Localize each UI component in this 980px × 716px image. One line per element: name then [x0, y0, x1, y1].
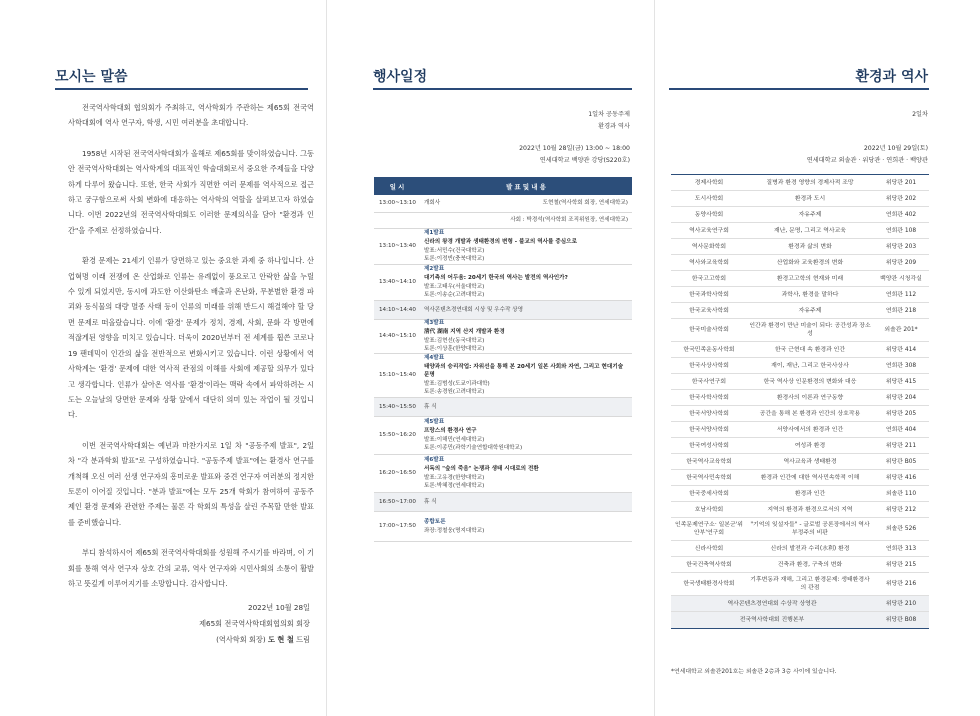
discussant-line	[424, 388, 628, 397]
session-topic: 환경과 삶의 변화	[788, 243, 832, 250]
session-topic: 자유주제	[798, 211, 822, 218]
schedule-time: 15:40~15:50	[379, 403, 416, 410]
session-room: 연희관 108	[885, 227, 917, 234]
society-name: 역사문화학회	[691, 243, 727, 250]
session-row	[671, 255, 929, 271]
day2-page	[654, 0, 980, 716]
society-name: 신라사학회	[694, 545, 724, 552]
discussant-key: 토론	[424, 389, 435, 396]
session-topic: 지역의 환경과 환경으로서의 지역	[767, 506, 853, 513]
session-row	[671, 175, 929, 191]
plain-line	[424, 199, 628, 208]
col-time: 일 시	[389, 182, 405, 191]
session-room: 위당관 211	[885, 442, 917, 449]
schedule-venue: 연세대학교 백양관 강당(S220호)	[539, 157, 630, 164]
session-row	[671, 596, 929, 612]
talk-label: 종합토론	[424, 518, 446, 525]
schedule-content	[424, 263, 632, 301]
talk-title: 신라의 왕경 개발과 생태환경의 변형 - 불교의 역사를 중심으로	[424, 238, 577, 245]
schedule-meta	[519, 143, 630, 167]
title-rule	[373, 88, 632, 90]
presenter-line	[424, 283, 628, 292]
schedule-content	[424, 496, 632, 509]
sign-org: 제65회 전국역사학대회협의회 회장	[199, 619, 310, 628]
greeting-paragraph: 부디 참석하시어 제65회 전국역사학대회를 성원해 주시기를 바라며, 이 기회를 통해 역사 연구자 상호 간의 교류, 역사 연구자와 시민사회의 소통이 활발하고 뜻깊게 이루어지기를 소망합니다. 감사합니다.	[68, 548, 314, 588]
separator: :	[434, 346, 437, 353]
session-room: 외솔관 526	[885, 526, 917, 532]
session-row	[671, 239, 929, 255]
schedule-time: 16:50~17:00	[379, 498, 416, 505]
session-topic: 산업화와 교육환경의 변화	[776, 259, 844, 266]
session-topic: 환경고고학의 현재와 미래	[776, 275, 844, 282]
session-row	[671, 358, 929, 374]
session-topic: 공간을 통해 본 환경과 인간의 상호작용	[759, 410, 861, 417]
talk-label: 제6발표	[424, 457, 445, 464]
session-topic: 전국역사학대회 진행본부	[739, 617, 805, 623]
presenter-key: 발표	[424, 380, 435, 387]
day2-venue: 연세대학교 외솔관 · 위당관 · 연희관 · 백양관	[806, 157, 928, 164]
session-row	[671, 319, 929, 342]
presenter-key: 발표	[424, 247, 435, 254]
col-content: 발 표 및 내 용	[506, 182, 546, 191]
society-name: 한국생태환경사학회	[683, 581, 735, 587]
schedule-time: 17:00~17:50	[379, 523, 416, 530]
schedule-content	[424, 214, 632, 227]
session-topic: 한국 역사상 인문환경의 변화와 대응	[763, 378, 857, 385]
day-label: 1일차 공동주제	[588, 111, 630, 118]
greeting-page	[0, 0, 326, 716]
session-row	[671, 191, 929, 207]
session-room: 연희관 218	[885, 307, 917, 314]
session-room: 위당관 416	[885, 474, 917, 481]
talk-label: 제4발표	[424, 355, 445, 362]
greeting-paragraph: 1958년 시작된 전국역사학대회가 올해로 제65회를 맞이하였습니다. 그동안 전국역사학대회는 역사학계의 대표적인 학술대회로서 중요한 주제들을 다양하게 다루어 왔습니다. 또한, 한국 사회가 직면한 여러 문제를 역사적으로 접근하고 궁구함으로써 사회 변화에 대응하는 역사학의 역할을 살펴보고자 하였습니다. 이번 2022년의 전국역사학대회도 이러한 문제의식을 담아 "환경과 인간"을 주제로 선정하였습니다.	[68, 148, 314, 235]
separator: :	[434, 527, 437, 534]
title-rule	[669, 88, 929, 90]
talk-label: 제1발표	[424, 230, 445, 237]
session-row	[671, 557, 929, 573]
session-row	[671, 374, 929, 390]
schedule-row	[374, 455, 632, 493]
session-room: 위당관 205	[885, 410, 917, 417]
separator: :	[434, 474, 437, 481]
presenter-line	[424, 527, 628, 536]
greeting-paragraph: 환경 문제는 21세기 인류가 당면하고 있는 중요한 과제 중 하나입니다. 산업혁명 이래 전쟁에 온 산업화로 인류는 유례없이 풍요로고 안락한 삶을 누릴 수 있게 되었지만, 동시에 과도한 이산화탄소 배출과 온난화, 무분별한 환경 파괴와 동식물의 대량 멸종 사태 등이 인류의 미래를 위해 반드시 해결해야 할 당면 문제로 떠올랐습니다. 이에 '환경' 문제가 정치, 경제, 사회, 문화 각 방면에 적잖게된 영향을 미치고 있습니다. 더욱이 2020년부터 전 세계를 휩쓴 코로나 19 팬데믹이 인간의 삶을 전반적으로 변화시키고 있습니다. 이런 상황에서 역사학계는 '환경' 문제에 대한 역사적 관점의 이해를 사회에 제공할 의무가 있다고 생각합니다. 인류가 살아온 역사를 '환경'이라는 맥락 속에서 파악하려는 시도는 오늘날의 당면한 문제와 상황 앞에서 대단히 의미 있는 작업이 될 것입니다.	[68, 256, 314, 420]
session-row	[671, 502, 929, 518]
session-topic: 신라의 발전과 수리(水利) 환경	[770, 545, 850, 552]
session-room: 위당관 203	[885, 243, 917, 250]
discussant-name: 송경원(고려대학교)	[436, 389, 485, 396]
society-name: 한국사상사학회	[689, 362, 729, 369]
schedule-row	[374, 493, 632, 512]
session-topic: 환경사의 이론과 연구동향	[776, 394, 844, 401]
session-room: 위당관 216	[885, 581, 917, 587]
session-room: 위당관 415	[885, 378, 917, 385]
presenter-name: 서민수(건국대학교)	[436, 247, 485, 254]
discussant-key: 토론	[424, 445, 435, 452]
session-row	[671, 438, 929, 454]
session-room: 위당관 414	[885, 346, 917, 353]
session-row	[671, 454, 929, 470]
schedule-table	[374, 177, 632, 542]
presenter-line	[424, 337, 628, 346]
session-room: 위당관 209	[885, 259, 917, 266]
session-room: 연희관 402	[885, 211, 917, 218]
session-row	[671, 486, 929, 502]
session-topic: 자유주제	[798, 307, 822, 314]
session-row	[671, 287, 929, 303]
session-row	[671, 406, 929, 422]
presenter-key: 좌장	[424, 527, 435, 534]
society-name: 한국역사교육학회	[686, 458, 732, 465]
separator: :	[434, 283, 437, 290]
session-topic: 역사교육과 생태환경	[783, 458, 837, 465]
session-row	[671, 612, 929, 628]
presenter-name: 김현선(동국대학교)	[436, 337, 485, 344]
schedule-content	[424, 416, 632, 454]
society-name: 도시사학회	[694, 195, 724, 202]
item-left: 휴 식	[424, 403, 437, 410]
session-row	[671, 573, 929, 596]
schedule-page	[326, 0, 654, 716]
session-topic: 재난, 문명, 그리고 역사교육	[774, 227, 846, 234]
session-room: 백양관 시청각실	[880, 275, 922, 282]
talk-label: 제5발표	[424, 419, 445, 426]
session-topic: 한국 근현대 속 환경과 인간	[774, 346, 846, 353]
society-name: 한국서양사학회	[689, 410, 729, 417]
schedule-time: 15:50~16:20	[379, 432, 416, 439]
discussant-name: 이종민(과학기술연합대학원대학교)	[436, 445, 523, 452]
session-room: 위당관 201	[885, 179, 917, 186]
session-row	[671, 390, 929, 406]
discussant-key: 토론	[424, 346, 435, 353]
item-left: 역사콘텐츠경연대회 시상 및 우수작 상영	[424, 306, 523, 313]
society-name: 한국교육사학회	[689, 307, 729, 314]
session-room: 위당관 204	[885, 394, 917, 401]
presenter-key: 발표	[424, 283, 435, 290]
discussant-name: 이상훈(한양대학교)	[436, 346, 485, 353]
session-room: 외솔관 201*	[884, 327, 918, 333]
talk-title: 서독의 "숲의 죽음" 논쟁과 생태 시대로의 전환	[424, 465, 539, 472]
talk-title: 淸代 湖南 지역 산지 개발과 환경	[424, 328, 505, 335]
presenter-name: 김범성(도쿄이과대학)	[436, 380, 490, 387]
schedule-time: 13:00~13:10	[379, 200, 416, 207]
separator: :	[434, 445, 437, 452]
presenter-name: 정철웅(명지대학교)	[436, 527, 485, 534]
greeting-body	[68, 100, 314, 591]
moderator-line: 사회 : 박경석(역사학회 조직위원장, 연세대학교)	[510, 217, 628, 224]
separator: :	[434, 389, 437, 396]
schedule-time: 14:10~14:40	[379, 306, 416, 313]
session-row	[671, 271, 929, 287]
session-topic: 건축과 환경, 구축의 변화	[777, 561, 843, 568]
schedule-row	[374, 320, 632, 354]
society-name: 한국사학사학회	[689, 394, 729, 401]
schedule-row	[374, 398, 632, 417]
schedule-row	[374, 354, 632, 398]
session-room: 위당관 215	[885, 561, 917, 568]
session-topic: 기후변동과 재해, 그리고 환경문제: 생태환경사의 관점	[750, 577, 870, 591]
society-name: 역사교육연구회	[689, 227, 729, 234]
separator: :	[434, 380, 437, 387]
discussant-line	[424, 444, 628, 453]
schedule-time: 13:40~14:10	[379, 279, 416, 286]
schedule-content	[424, 454, 632, 492]
session-row	[671, 223, 929, 239]
day2-meta	[807, 143, 928, 167]
session-row	[671, 541, 929, 557]
item-right: 도현철(역사학회 회장, 연세대학교)	[542, 200, 628, 207]
presenter-line	[424, 247, 628, 256]
society-name: 호남사학회	[694, 506, 724, 513]
signature-block	[199, 600, 310, 648]
separator: :	[434, 247, 437, 254]
society-name: 한국미술사학회	[689, 327, 729, 333]
session-row	[671, 518, 929, 541]
talk-label: 제3발표	[424, 320, 445, 327]
presenter-key: 발표	[424, 474, 435, 481]
presenter-key: 발표	[424, 436, 435, 443]
plain-line	[424, 306, 628, 315]
schedule-datetime: 2022년 10월 28일(금) 13:00 ~ 18:00	[519, 145, 630, 152]
session-room: 위당관 B08	[885, 617, 917, 623]
society-name: 경제사학회	[694, 179, 724, 186]
session-topic: 여성과 환경	[794, 442, 826, 449]
session-room: 위당관 212	[885, 506, 917, 513]
society-name: 한국건축역사학회	[686, 561, 732, 568]
society-name: 한국사연구회	[691, 378, 727, 385]
schedule-time: 15:10~15:40	[379, 372, 416, 379]
plain-line	[424, 498, 628, 507]
day2-title: 환경과 역사	[855, 69, 928, 85]
presenter-key: 발표	[424, 337, 435, 344]
sign-prefix: (역사학회 회장)	[216, 635, 266, 644]
schedule-content	[424, 227, 632, 265]
schedule-time: 14:40~15:10	[379, 333, 416, 340]
society-name: 역사와교육학회	[689, 259, 729, 266]
schedule-content	[424, 197, 632, 210]
plain-line	[424, 403, 628, 412]
talk-title: 태양과의 승리작업: 자위선을 통해 본 20세기 일본 사회와 자연, 그리고 현대기술문명	[424, 363, 624, 379]
sign-line	[199, 632, 310, 648]
session-room: 연희관 313	[885, 545, 917, 552]
society-name: 한국민족운동사학회	[683, 346, 735, 353]
session-room: 위당관 202	[885, 195, 917, 202]
session-room: 외솔관 110	[885, 490, 917, 497]
schedule-content	[424, 352, 632, 399]
separator: :	[434, 436, 437, 443]
separator: :	[434, 256, 437, 263]
society-name: 한국과학사학회	[689, 291, 729, 298]
discussant-name: 이정빈(충북대학교)	[436, 256, 485, 263]
schedule-row	[374, 265, 632, 301]
presenter-line	[424, 380, 628, 389]
session-room: 위당관 210	[885, 600, 917, 607]
day2-label: 2일차	[912, 111, 928, 118]
discussant-key: 토론	[424, 483, 435, 490]
session-row	[671, 207, 929, 223]
presenter-name: 이해민(연세대학교)	[436, 436, 485, 443]
society-name: 동양사학회	[694, 211, 724, 218]
society-name: 한국고고학회	[691, 275, 727, 282]
schedule-row	[374, 512, 632, 542]
presenter-line	[424, 474, 628, 483]
talk-label: 제2발표	[424, 266, 445, 273]
session-room: 연희관 308	[885, 362, 917, 369]
session-topic: 서양사에서의 환경과 인간	[776, 426, 844, 433]
session-topic: 과학사, 환경을 말하다	[781, 291, 839, 298]
session-row	[671, 422, 929, 438]
society-name: 한국여성사학회	[689, 442, 729, 449]
session-topic: 환경과 인간에 대한 역사민속학적 이해	[760, 474, 860, 481]
discussant-line	[424, 482, 628, 491]
session-topic: 질병과 환경 영향의 경제사적 조망	[766, 179, 854, 186]
schedule-content	[424, 401, 632, 414]
session-topic: 재이, 재난, 그리고 한국사상사	[771, 362, 849, 369]
theme: 환경과 역사	[598, 123, 630, 130]
presenter-name: 고태우(서울대학교)	[436, 283, 485, 290]
greeting-paragraph: 전국역사학대회 협의회가 주최하고, 역사학회가 주관하는 제65회 전국역사학대회에 역사 연구자, 학생, 시민 여러분을 초대합니다.	[68, 103, 314, 128]
society-name: 한국중세사학회	[689, 490, 729, 497]
schedule-row	[374, 229, 632, 265]
session-table	[671, 174, 929, 629]
separator: :	[434, 292, 437, 299]
title-rule	[55, 88, 308, 90]
society-name: 인족문제연구소· 일본군'위안부'연구회	[675, 522, 743, 536]
session-topic: 역사콘텐츠경연대회 수상작 상영관	[727, 600, 817, 607]
schedule-content	[424, 516, 632, 537]
session-topic: 환경과 인간	[794, 490, 826, 497]
separator: :	[434, 483, 437, 490]
talk-title: 프랑스의 환경사 연구	[424, 427, 477, 434]
sign-date: 2022년 10월 28일	[248, 603, 310, 612]
talk-title: 대기측의 어두움: 20세기 한국의 역사는 발전의 역사인가?	[424, 274, 568, 281]
society-name: 한국서양사학회	[689, 426, 729, 433]
schedule-time: 16:20~16:50	[379, 470, 416, 477]
session-topic: 인간과 환경이 만난 미술이 되다: 공간성과 장소성	[749, 323, 871, 337]
sign-suffix: 드림	[296, 635, 310, 644]
discussant-key: 토론	[424, 292, 435, 299]
signer-name: 도 현 철	[267, 635, 294, 644]
greeting-title: 모시는 말씀	[55, 69, 128, 85]
schedule-header	[588, 109, 630, 133]
session-row	[671, 470, 929, 486]
schedule-time: 13:10~13:40	[379, 243, 416, 250]
session-room: 연희관 404	[885, 426, 917, 433]
schedule-header-row	[374, 177, 632, 195]
discussant-name: 박혜정(연세대학교)	[436, 483, 485, 490]
session-room: 연희관 112	[885, 291, 917, 298]
schedule-content	[424, 304, 632, 317]
presenter-line	[424, 436, 628, 445]
presenter-name: 고유경(한양대학교)	[436, 474, 485, 481]
session-topic: 환경과 도시	[794, 195, 826, 202]
discussant-key: 토론	[424, 256, 435, 263]
session-topic: "기억의 잊설자들" - 글로벌 공론장에서의 역사부정주의 비판	[750, 522, 870, 536]
greeting-paragraph: 이번 전국역사학대회는 예년과 마찬가지로 1일 차 "공동주제 발표", 2일 차 "각 분과학회 발표"로 구성하였습니다. "공동주제 발표"에는 환경사 연구를 개척해 오신 여러 선생 연구자의 흥미로운 발표와 중견 연구자 여러분의 정지한 토론이 이어질 것입니다. "분과 발표"에는 모두 25개 학회가 참여하여 공동주제인 환경 문제와 관련한 주제는 물론 각 학회의 특성을 살린 주목할 만한 발표를 준비했습니다.	[68, 440, 314, 527]
schedule-row	[374, 417, 632, 455]
item-left: 휴 식	[424, 498, 437, 505]
schedule-title: 행사일정	[373, 69, 428, 85]
day2-date: 2022년 10월 29일(토)	[863, 145, 928, 152]
schedule-content	[424, 317, 632, 355]
footnote: *연세대학교 외솔관201호는 외솔관 2층과 3층 사이에 있습니다.	[671, 669, 837, 675]
discussant-name: 이송순(고려대학교)	[436, 292, 485, 299]
discussant-line	[424, 291, 628, 300]
separator: :	[434, 337, 437, 344]
schedule-row	[374, 195, 632, 213]
society-name: 한국역사민속학회	[686, 474, 732, 481]
session-row	[671, 342, 929, 358]
item-left: 개회사	[424, 200, 441, 207]
session-row	[671, 303, 929, 319]
session-room: 위당관 B05	[885, 458, 917, 465]
